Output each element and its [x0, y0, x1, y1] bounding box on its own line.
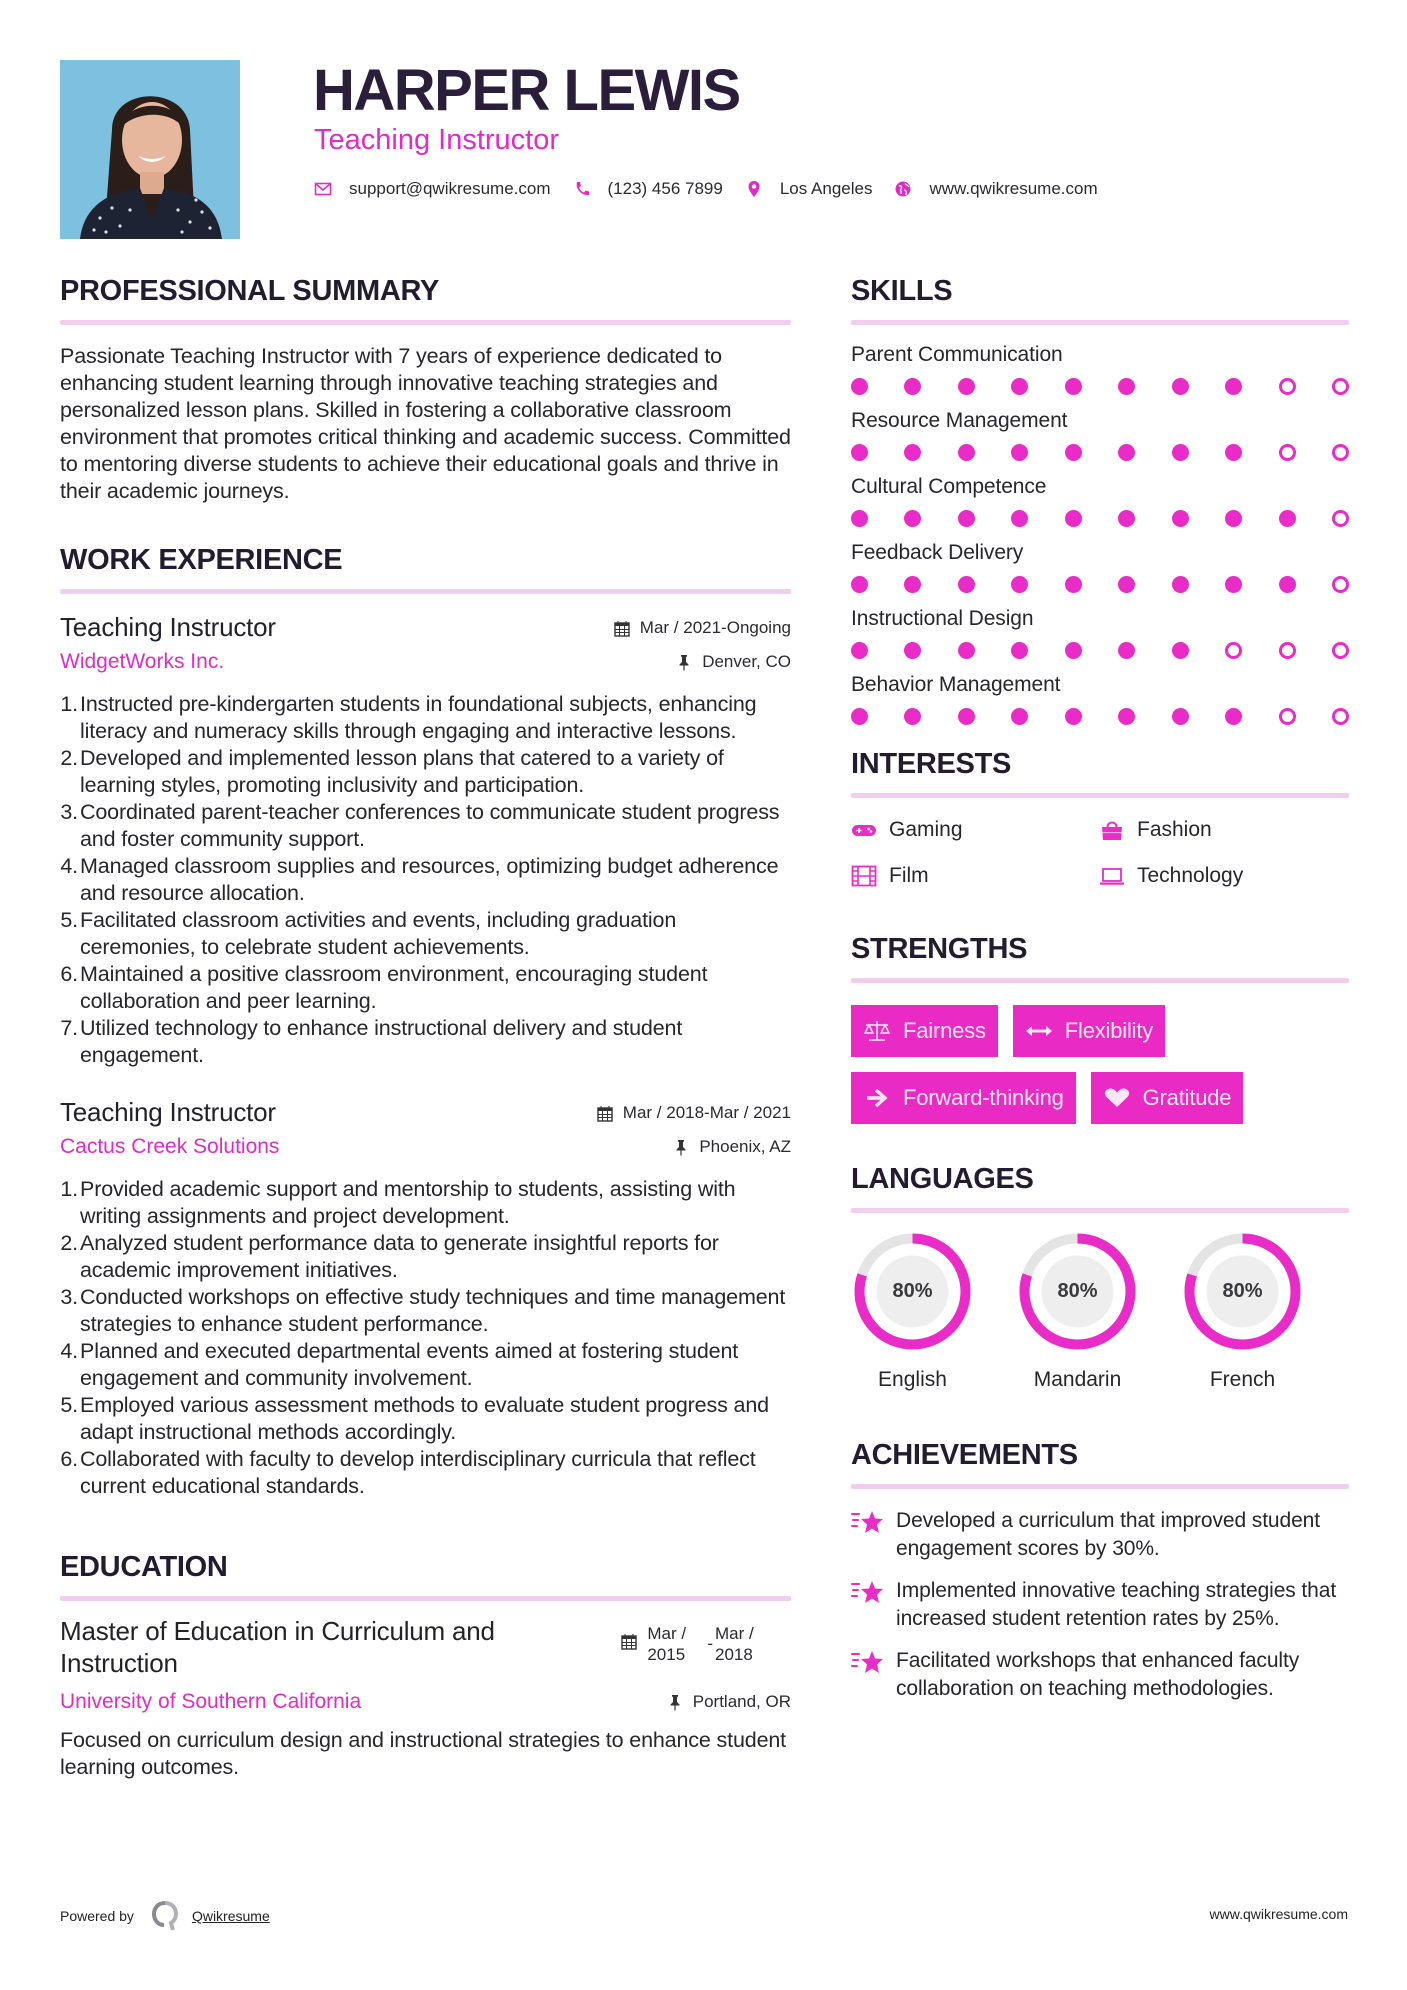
filled-dot-icon [1225, 576, 1242, 593]
job-location [673, 1137, 791, 1157]
skill-item [851, 407, 1349, 461]
filled-dot-icon [1225, 708, 1242, 725]
section-divider [851, 320, 1349, 325]
section-divider [851, 793, 1349, 798]
job-date [614, 618, 791, 638]
skill-rating [851, 708, 1349, 725]
job-location [676, 652, 791, 672]
filled-dot-icon [1065, 444, 1082, 461]
achievement-text: Implemented innovative teaching strategies that increased student retention rates by 25%. [896, 1579, 1337, 1630]
filled-dot-icon [958, 708, 975, 725]
person-photo-icon [60, 60, 240, 239]
job-date-text: Mar / 2018-Mar / 2021 [622, 1103, 791, 1122]
filled-dot-icon [851, 378, 868, 395]
filled-dot-icon [1225, 378, 1242, 395]
language-progress-ring [1182, 1231, 1303, 1352]
filled-dot-icon [904, 378, 921, 395]
section-divider [851, 978, 1349, 983]
duty-item: 7. Utilized technology to enhance instructional delivery and student engagement. [60, 1016, 683, 1067]
contact-location [745, 177, 873, 201]
filled-dot-icon [1011, 642, 1028, 659]
film-icon [851, 864, 877, 888]
empty-dot-icon [1332, 510, 1349, 527]
strengths-section [851, 930, 1349, 1124]
filled-dot-icon [904, 708, 921, 725]
empty-dot-icon [1332, 444, 1349, 461]
duty-item: 5. Facilitated classroom activities and events, including graduation ceremonies, to celebrate student achievements. [60, 908, 677, 959]
skill-item [851, 605, 1349, 659]
language-progress-ring [852, 1231, 973, 1352]
empty-dot-icon [1279, 378, 1296, 395]
filled-dot-icon [1011, 576, 1028, 593]
interests-list [851, 816, 1349, 890]
heart-icon [1103, 1087, 1131, 1109]
languages-list [851, 1231, 1349, 1394]
filled-dot-icon [1225, 444, 1242, 461]
achievements-list [851, 1507, 1349, 1703]
school-name: University of Southern California [60, 1690, 362, 1713]
pushpin-icon [673, 1139, 689, 1156]
shooting-star-icon [851, 1649, 885, 1703]
section-divider [851, 1484, 1349, 1489]
degree-title: Master of Education in Curriculum and Instruction [60, 1616, 495, 1678]
contact-phone[interactable] [573, 177, 723, 201]
filled-dot-icon [1172, 378, 1189, 395]
filled-dot-icon [904, 576, 921, 593]
filled-dot-icon [1065, 576, 1082, 593]
laptop-icon [1099, 864, 1125, 888]
filled-dot-icon [1011, 510, 1028, 527]
job-entry [60, 610, 791, 1069]
language-percent: 80% [892, 1280, 933, 1302]
education-entry [60, 1615, 791, 1781]
map-pin-icon [745, 180, 763, 198]
arrow-right-icon [863, 1087, 891, 1109]
experience-heading: WORK EXPERIENCE [60, 544, 343, 576]
filled-dot-icon [1172, 510, 1189, 527]
achievement-item [851, 1647, 1349, 1703]
contact-email-text: support@qwikresume.com [349, 179, 551, 198]
skill-rating [851, 378, 1349, 395]
education-description: Focused on curriculum design and instructional strategies to enhance student learning outcomes. [60, 1728, 787, 1779]
strength-label: Fairness [903, 1018, 986, 1043]
education-date [621, 1623, 767, 1665]
filled-dot-icon [958, 378, 975, 395]
date-separator: - [707, 1634, 713, 1653]
filled-dot-icon [851, 576, 868, 593]
interest-label: Fashion [1137, 818, 1212, 841]
interests-section [851, 745, 1349, 890]
filled-dot-icon [1118, 444, 1135, 461]
filled-dot-icon [1011, 444, 1028, 461]
summary-heading: PROFESSIONAL SUMMARY [60, 275, 440, 307]
calendar-icon [614, 620, 630, 637]
right-column [851, 272, 1349, 1703]
strength-label: Gratitude [1142, 1085, 1232, 1110]
skill-name: Resource Management [851, 409, 1068, 432]
job-entry [60, 1095, 791, 1500]
education-location [667, 1692, 791, 1712]
empty-dot-icon [1279, 708, 1296, 725]
skill-rating [851, 510, 1349, 527]
envelope-icon [314, 180, 332, 198]
gamepad-icon [851, 818, 877, 842]
candidate-title: Teaching Instructor [314, 124, 560, 156]
filled-dot-icon [904, 510, 921, 527]
filled-dot-icon [1172, 642, 1189, 659]
powered-by-label: Powered by [60, 1908, 134, 1924]
strength-badge [1091, 1072, 1244, 1124]
skill-name: Feedback Delivery [851, 541, 1024, 564]
empty-dot-icon [1279, 642, 1296, 659]
job-date [597, 1103, 791, 1123]
education-section [60, 1548, 791, 1781]
skill-rating [851, 444, 1349, 461]
language-name: English [878, 1368, 947, 1391]
filled-dot-icon [1279, 510, 1296, 527]
filled-dot-icon [1118, 708, 1135, 725]
phone-icon [573, 180, 591, 198]
achievement-text: Facilitated workshops that enhanced faculty collaboration on teaching methodologies. [896, 1649, 1300, 1700]
shooting-star-icon [851, 1579, 885, 1633]
calendar-icon [621, 1633, 637, 1650]
pushpin-icon [676, 654, 692, 671]
achievement-item [851, 1577, 1349, 1633]
calendar-icon [597, 1105, 613, 1122]
section-divider [60, 589, 791, 594]
section-divider [60, 320, 791, 325]
job-title: Teaching Instructor [60, 612, 276, 642]
contact-email[interactable] [314, 177, 551, 201]
skill-item [851, 671, 1349, 725]
achievements-section [851, 1436, 1349, 1703]
achievement-text: Developed a curriculum that improved student engagement scores by 30%. [896, 1509, 1320, 1560]
achievement-item [851, 1507, 1349, 1563]
education-heading: EDUCATION [60, 1551, 228, 1583]
shopping-bag-icon [1099, 818, 1125, 842]
duty-item: 2. Developed and implemented lesson plans that catered to a variety of learning styles, promoting inclusivity and participation. [60, 746, 724, 797]
contact-website-text: www.qwikresume.com [929, 179, 1098, 198]
filled-dot-icon [904, 444, 921, 461]
education-location-text: Portland, OR [692, 1692, 791, 1711]
job-title: Teaching Instructor [60, 1097, 276, 1127]
duty-item: 2. Analyzed student performance data to generate insightful reports for academic improvement initiatives. [60, 1231, 719, 1282]
qwikresume-logo-icon [150, 1900, 180, 1932]
company-name: WidgetWorks Inc. [60, 650, 225, 673]
filled-dot-icon [851, 510, 868, 527]
duty-item: 3. Conducted workshops on effective study techniques and time management strategies to enhance student performance. [60, 1285, 786, 1336]
languages-section [851, 1160, 1349, 1394]
skill-name: Cultural Competence [851, 475, 1047, 498]
language-item [1181, 1231, 1304, 1394]
strength-badge [1013, 1005, 1165, 1057]
date-start-month: Mar / [647, 1624, 687, 1643]
duty-item: 5. Employed various assessment methods to evaluate student progress and adapt instructional methods accordingly. [60, 1393, 769, 1444]
strength-badge [851, 1072, 1076, 1124]
duty-item: 4. Planned and executed departmental events aimed at fostering student engagement and community involvement. [60, 1339, 739, 1390]
duties-list [60, 1176, 791, 1500]
language-name: French [1209, 1368, 1276, 1391]
filled-dot-icon [1011, 378, 1028, 395]
skill-rating [851, 576, 1349, 593]
strength-badge [851, 1005, 998, 1057]
skills-heading: SKILLS [851, 275, 953, 307]
filled-dot-icon [851, 708, 868, 725]
duties-list [60, 691, 791, 1069]
filled-dot-icon [1065, 510, 1082, 527]
language-item [851, 1231, 974, 1394]
language-progress-ring [1017, 1231, 1138, 1352]
interest-item [851, 816, 1099, 844]
footer-powered-by [60, 1900, 270, 1932]
interest-label: Film [889, 864, 929, 887]
empty-dot-icon [1279, 444, 1296, 461]
qwikresume-link[interactable]: Qwikresume [191, 1908, 270, 1924]
duty-item: 6. Maintained a positive classroom environment, encouraging student collaboration and peer learning. [60, 962, 708, 1013]
contact-bar [314, 177, 1120, 201]
skill-rating [851, 642, 1349, 659]
duty-item: 1. Provided academic support and mentorship to students, assisting with writing assignments and project development. [60, 1177, 736, 1228]
interest-label: Gaming [889, 818, 963, 841]
arrows-horizontal-icon [1025, 1020, 1053, 1042]
contact-phone-text: (123) 456 7899 [607, 179, 723, 198]
interest-item [1099, 816, 1347, 844]
empty-dot-icon [1332, 642, 1349, 659]
strengths-list [851, 1005, 1321, 1124]
language-item [1016, 1231, 1139, 1394]
filled-dot-icon [1118, 378, 1135, 395]
profile-photo [60, 60, 240, 239]
filled-dot-icon [1118, 576, 1135, 593]
skill-item [851, 341, 1349, 395]
filled-dot-icon [851, 444, 868, 461]
filled-dot-icon [958, 444, 975, 461]
skill-name: Instructional Design [851, 607, 1034, 630]
interest-label: Technology [1137, 864, 1244, 887]
interest-item [851, 862, 1099, 890]
filled-dot-icon [958, 510, 975, 527]
contact-location-text: Los Angeles [779, 179, 873, 198]
pushpin-icon [667, 1694, 683, 1711]
duty-item: 4. Managed classroom supplies and resources, optimizing budget adherence and resource allocation. [60, 854, 779, 905]
job-date-text: Mar / 2021-Ongoing [639, 618, 791, 637]
date-start-year: 2015 [647, 1645, 686, 1664]
date-end-year: 2018 [715, 1645, 753, 1664]
strengths-heading: STRENGTHS [851, 933, 1028, 965]
date-end-month: Mar / [715, 1624, 754, 1643]
duty-item: 6. Collaborated with faculty to develop interdisciplinary curricula that reflect current educational standards. [60, 1447, 756, 1498]
left-column [60, 272, 791, 1781]
filled-dot-icon [1279, 576, 1296, 593]
language-percent: 80% [1222, 1280, 1263, 1302]
globe-icon [894, 180, 912, 198]
skill-item [851, 539, 1349, 593]
skill-name: Behavior Management [851, 673, 1061, 696]
duty-item: 1. Instructed pre-kindergarten students in foundational subjects, enhancing literacy and numeracy skills through engaging and interactive lessons. [60, 692, 757, 743]
empty-dot-icon [1332, 708, 1349, 725]
experience-section [60, 541, 791, 1500]
interest-item [1099, 862, 1347, 890]
languages-heading: LANGUAGES [851, 1163, 1034, 1195]
filled-dot-icon [958, 642, 975, 659]
empty-dot-icon [1225, 642, 1242, 659]
filled-dot-icon [1065, 378, 1082, 395]
section-divider [851, 1208, 1349, 1213]
filled-dot-icon [1118, 642, 1135, 659]
contact-website[interactable] [894, 177, 1097, 201]
empty-dot-icon [1332, 378, 1349, 395]
balance-scale-icon [863, 1020, 891, 1042]
interests-heading: INTERESTS [851, 748, 1012, 780]
summary-section [60, 272, 791, 505]
shooting-star-icon [851, 1509, 885, 1563]
strength-label: Flexibility [1064, 1018, 1154, 1043]
job-location-text: Phoenix, AZ [699, 1137, 791, 1156]
filled-dot-icon [1172, 444, 1189, 461]
filled-dot-icon [1011, 708, 1028, 725]
filled-dot-icon [1172, 576, 1189, 593]
summary-text: Passionate Teaching Instructor with 7 years of experience dedicated to enhancing student learning through innovative teaching strategies and personalized lesson plans. Skilled in fostering a collaborative classroom environment that promotes critical thinking and academic success. Committed to mentoring diverse students to achieve their educational goals and thrive in their academic journeys. [60, 344, 791, 503]
filled-dot-icon [1065, 642, 1082, 659]
skills-section [851, 272, 1349, 725]
filled-dot-icon [851, 642, 868, 659]
duty-item: 3. Coordinated parent-teacher conferences to communicate student progress and foster community support. [60, 800, 780, 851]
filled-dot-icon [958, 576, 975, 593]
empty-dot-icon [1332, 576, 1349, 593]
filled-dot-icon [1118, 510, 1135, 527]
achievements-heading: ACHIEVEMENTS [851, 1439, 1078, 1471]
language-percent: 80% [1057, 1280, 1098, 1302]
candidate-name: HARPER LEWIS [313, 58, 740, 123]
filled-dot-icon [904, 642, 921, 659]
filled-dot-icon [1065, 708, 1082, 725]
company-name: Cactus Creek Solutions [60, 1135, 280, 1158]
filled-dot-icon [1172, 708, 1189, 725]
section-divider [60, 1596, 791, 1601]
skill-item [851, 473, 1349, 527]
filled-dot-icon [1225, 510, 1242, 527]
skills-list [851, 341, 1349, 725]
skill-name: Parent Communication [851, 343, 1063, 366]
language-name: Mandarin [1033, 1368, 1122, 1391]
footer-website[interactable]: www.qwikresume.com [1209, 1906, 1348, 1922]
strength-label: Forward-thinking [903, 1085, 1064, 1110]
job-location-text: Denver, CO [702, 652, 791, 671]
